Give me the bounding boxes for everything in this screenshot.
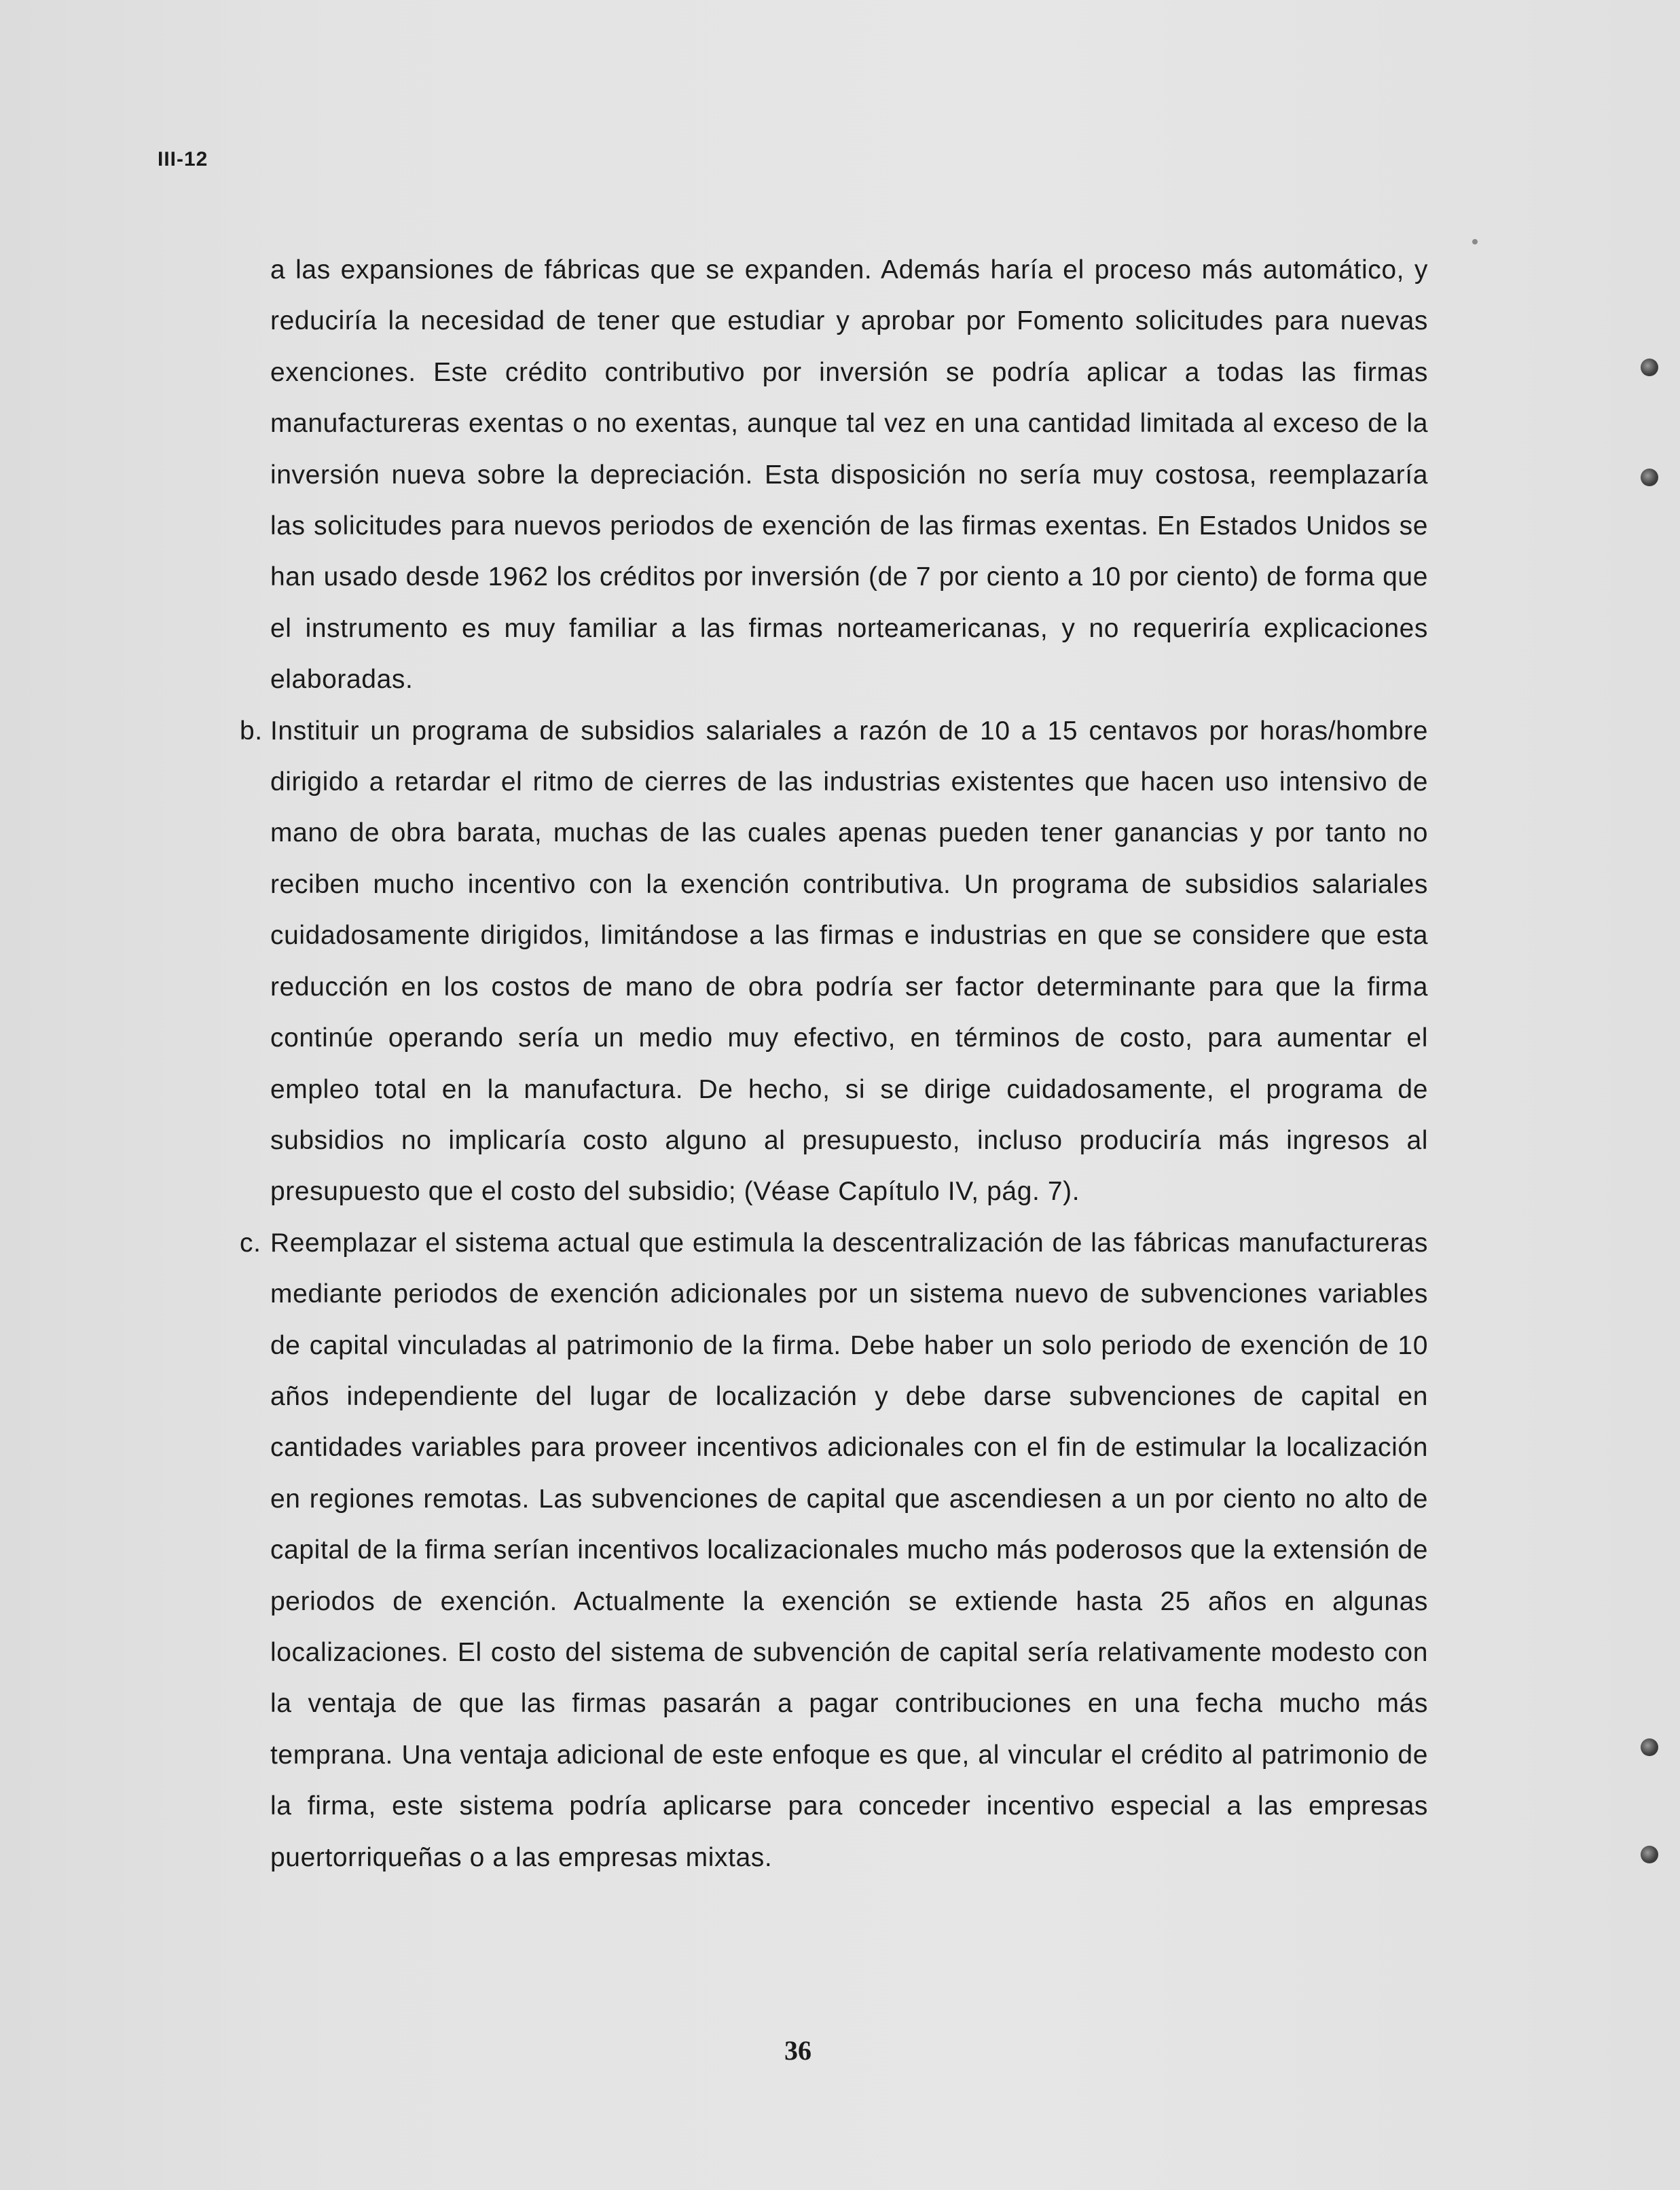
paragraph-text: a las expansiones de fábricas que se expanden. Además haría el proceso más automático, y reduciría la necesidad de tener que estudiar y aprobar por Fomento solicitudes para nuevas exenciones. Este crédito contributivo por inversión se podría aplicar a todas las firmas manufactureras exentas o no exentas, aunque tal vez en una cantidad limitada al exceso de la inversión nueva sobre la depreciación. Esta disposición no sería muy costosa, reemplazaría las solicitudes para nuevos periodos de exención de las firmas exentas. En Estados Unidos se han usado desde 1962 los créditos por inversión (de 7 por ciento a 10 por ciento) de forma que el instrumento es muy familiar a las firmas norteamericanas, y no requeriría explicaciones elaboradas. [270, 255, 1428, 695]
paragraph-text: Reemplazar el sistema actual que estimula la descentralización de las fábricas manufactureras mediante periodos de exención adicionales por un sistema nuevo de subvenciones variables de capital vinculadas al patrimonio de la firma. Debe haber un solo periodo de exención de 10 años independiente del lugar de localización y debe darse subvenciones de capital en cantidades variables para proveer incentivos adicionales con el fin de estimular la localización en regiones remotas. Las subvenciones de capital que ascendiesen a un por ciento no alto de capital de la firma serían incentivos localizacionales mucho más poderosos que la extensión de periodos de exención. Actualmente la exención se extiende hasta 25 años en algunas localizaciones. El costo del sistema de subvención de capital sería relativamente modesto con la ventaja de que las firmas pasarán a pagar contribuciones en una fecha mucho más temprana. Una ventaja adicional de este enfoque es que, al vincular el crédito al patrimonio de la firma, este sistema podría aplicarse para conceder incentivo especial a las empresas puertorriqueñas o a las empresas mixtas. [270, 1228, 1428, 1872]
paragraph-text: Instituir un programa de subsidios salariales a razón de 10 a 15 centavos por horas/hombre dirigido a retardar el ritmo de cierres de las industrias existentes que hacen uso intensivo de mano de obra barata, muchas de las cuales apenas pueden tener ganancias y por tanto no reciben mucho incentivo con la exención contributiva. Un programa de subsidios salariales cuidadosamente dirigidos, limitándose a las firmas e industrias en que se considere que esta reducción en los costos de mano de obra podría ser factor determinante para que la firma continúe operando sería un medio muy efectivo, en términos de costo, para aumentar el empleo total en la manufactura. De hecho, si se dirige cuidadosamente, el programa de subsidios no implicaría costo alguno al presupuesto, incluso produciría más ingresos al presupuesto que el costo del subsidio; (Véase Capítulo IV, pág. 7). [270, 716, 1428, 1207]
punch-hole-icon [1641, 359, 1658, 376]
punch-hole-icon [1641, 1846, 1658, 1863]
paragraph-a-continued [270, 244, 1428, 706]
punch-hole-icon [1641, 469, 1658, 486]
list-item-c [240, 1218, 1428, 1883]
page-number: 36 [784, 2035, 811, 2066]
speck-mark [1472, 239, 1478, 244]
list-item-label: b. [240, 716, 263, 746]
list-item-label: c. [240, 1228, 261, 1258]
body-text [240, 244, 1428, 1883]
punch-hole-icon [1641, 1738, 1658, 1756]
list-item-b [240, 706, 1428, 1218]
page-id: III-12 [158, 148, 208, 170]
